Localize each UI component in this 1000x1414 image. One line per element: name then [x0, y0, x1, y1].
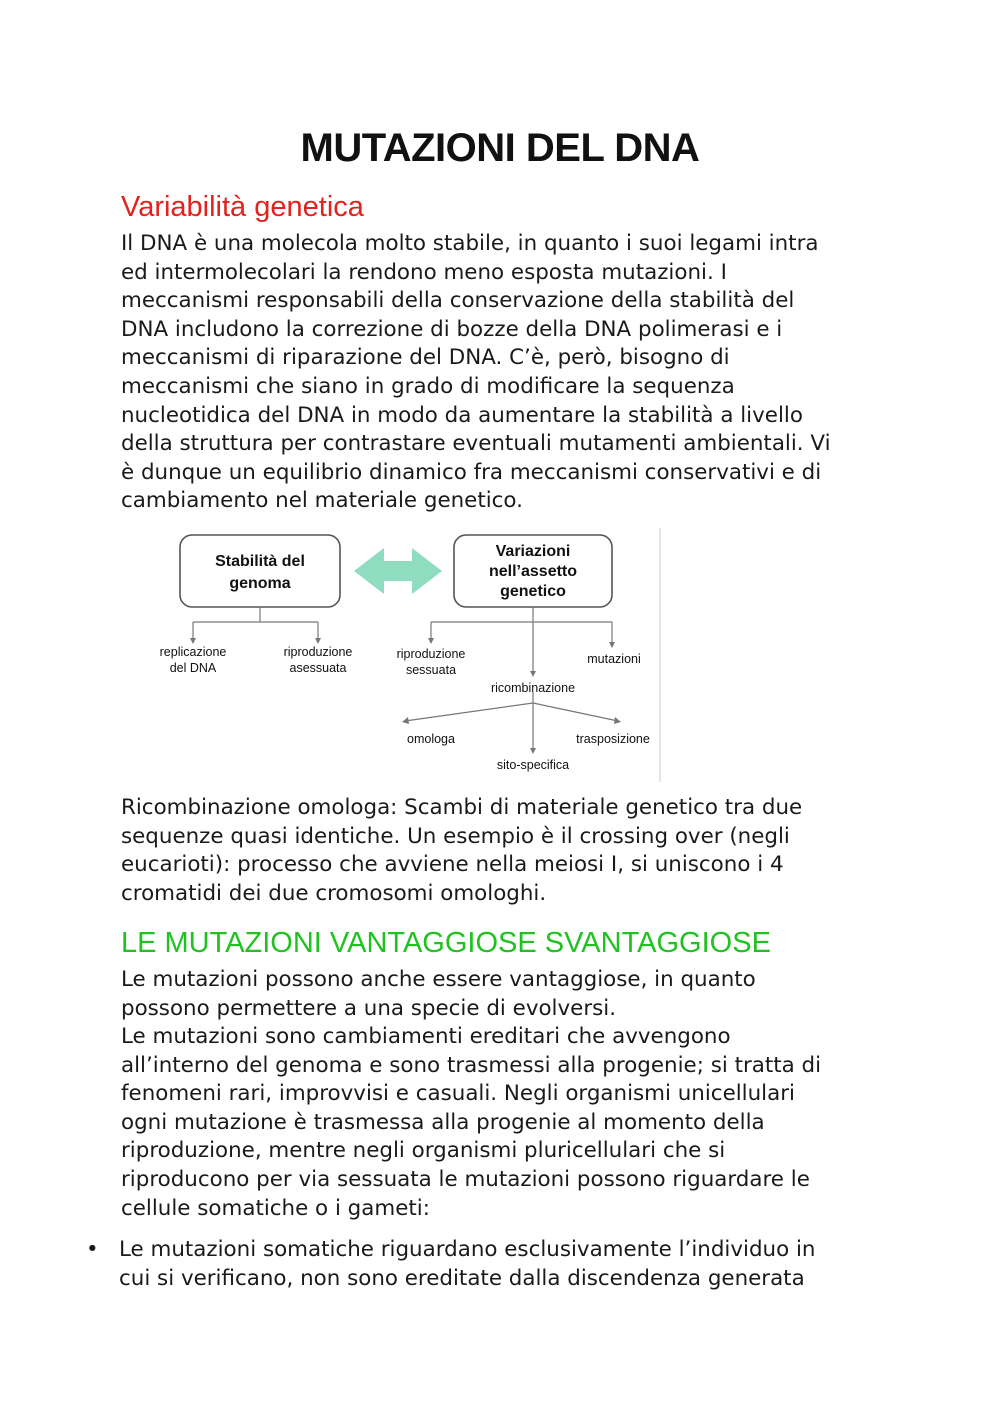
- left-connectors: [193, 607, 318, 640]
- variations-box-line2: nell’assetto: [488, 563, 578, 580]
- text-line: cellule somatiche o i gameti:: [121, 1195, 430, 1221]
- bullet-icon: •: [86, 1237, 99, 1262]
- left-arrowheads: [190, 638, 321, 644]
- text-line: eucarioti): processo che avviene nella meiosi I, si uniscono i 4: [121, 852, 784, 878]
- text-line: Il DNA è una molecola molto stabile, in quanto i suoi legami intra: [121, 231, 819, 256]
- text-line: Le mutazioni possono anche essere vantaggiose, in quanto: [121, 967, 756, 992]
- text-line: Le mutazioni somatiche riguardano esclusivamente l’individuo in: [119, 1237, 816, 1262]
- label-omologa: omologa: [407, 732, 455, 746]
- double-arrow-icon: [354, 548, 442, 594]
- text-line: ed intermolecolari la rendono meno esposta mutazioni. I: [121, 259, 727, 285]
- label-sessuata-2: sessuata: [405, 663, 457, 677]
- ricombinazione-paragraph: [121, 794, 881, 908]
- text-line: meccanismi che siano in grado di modificare la sequenza: [121, 373, 735, 399]
- label-sessuata-1: riproduzione: [396, 647, 466, 661]
- variations-box-line1: Variazioni: [495, 543, 571, 560]
- label-asessuata-2: asessuata: [289, 661, 347, 675]
- label-replicazione-1: replicazione: [159, 645, 227, 659]
- stability-box-line2: genoma: [229, 575, 291, 592]
- label-replicazione-2: del DNA: [169, 661, 217, 675]
- section-heading-mutazioni: LE MUTAZIONI VANTAGGIOSE SVANTAGGIOSE: [121, 927, 771, 959]
- text-line: riproducono per via sessuata le mutazioni possono riguardare le: [121, 1166, 810, 1192]
- text-line: ogni mutazione è trasmessa alla progenie al momento della: [121, 1109, 765, 1135]
- text-line: meccanismi responsabili della conservazione della stabilità del: [121, 288, 795, 314]
- text-line: Le mutazioni sono cambiamenti ereditari che avvengono: [121, 1024, 731, 1049]
- variations-box-line3: genetico: [500, 583, 566, 600]
- text-line: meccanismi di riparazione del DNA. C’è, però, bisogno di: [121, 345, 730, 371]
- intro-paragraph: [121, 230, 881, 516]
- mutazioni-paragraph: [121, 1023, 881, 1223]
- label-mutazioni: mutazioni: [587, 652, 641, 666]
- stability-box: [180, 535, 340, 607]
- stability-box-line1: Stabilità del: [215, 553, 305, 570]
- text-line: all’interno del genoma e sono trasmessi alla progenie; si tratta di: [121, 1052, 822, 1078]
- text-line: DNA includono la correzione di bozze della DNA polimerasi e i: [121, 316, 783, 342]
- text-line: riproduzione, mentre negli organismi pluricellulari che si: [121, 1138, 726, 1164]
- right-connectors: [405, 607, 618, 750]
- vantaggiose-paragraph: [121, 966, 881, 1023]
- page-title: MUTAZIONI DEL DNA: [300, 126, 700, 170]
- text-line: fenomeni rari, improvvisi e casuali. Negli organismi unicellulari: [121, 1081, 795, 1107]
- label-trasposizione: trasposizione: [576, 732, 650, 746]
- genome-variability-diagram: [150, 528, 662, 782]
- text-line: nucleotidica del DNA in modo da aumentare la stabilità a livello: [121, 402, 803, 428]
- text-line: della struttura per contrastare eventuali mutamenti ambientali. Vi: [121, 431, 831, 457]
- text-line: possono permettere a una specie di evolversi.: [121, 995, 617, 1021]
- label-sito-specifica: sito-specifica: [496, 758, 570, 772]
- text-line: è dunque un equilibrio dinamico fra meccanismi conservativi e di: [121, 459, 822, 485]
- label-asessuata-1: riproduzione: [283, 645, 353, 659]
- text-line: sequenze quasi identiche. Un esempio è il crossing over (negli: [121, 823, 790, 849]
- text-line: cui si verificano, non sono ereditate dalla discendenza generata: [119, 1265, 805, 1291]
- section-heading-variabilita: Variabilità genetica: [121, 191, 364, 223]
- text-line: cambiamento nel materiale genetico.: [121, 488, 523, 514]
- bullet-text: [119, 1236, 815, 1293]
- text-line: cromatidi dei due cromosomi omologhi.: [121, 880, 547, 906]
- label-ricombinazione: ricombinazione: [490, 681, 576, 695]
- text-line: Ricombinazione omologa: Scambi di materiale genetico tra due: [121, 795, 803, 820]
